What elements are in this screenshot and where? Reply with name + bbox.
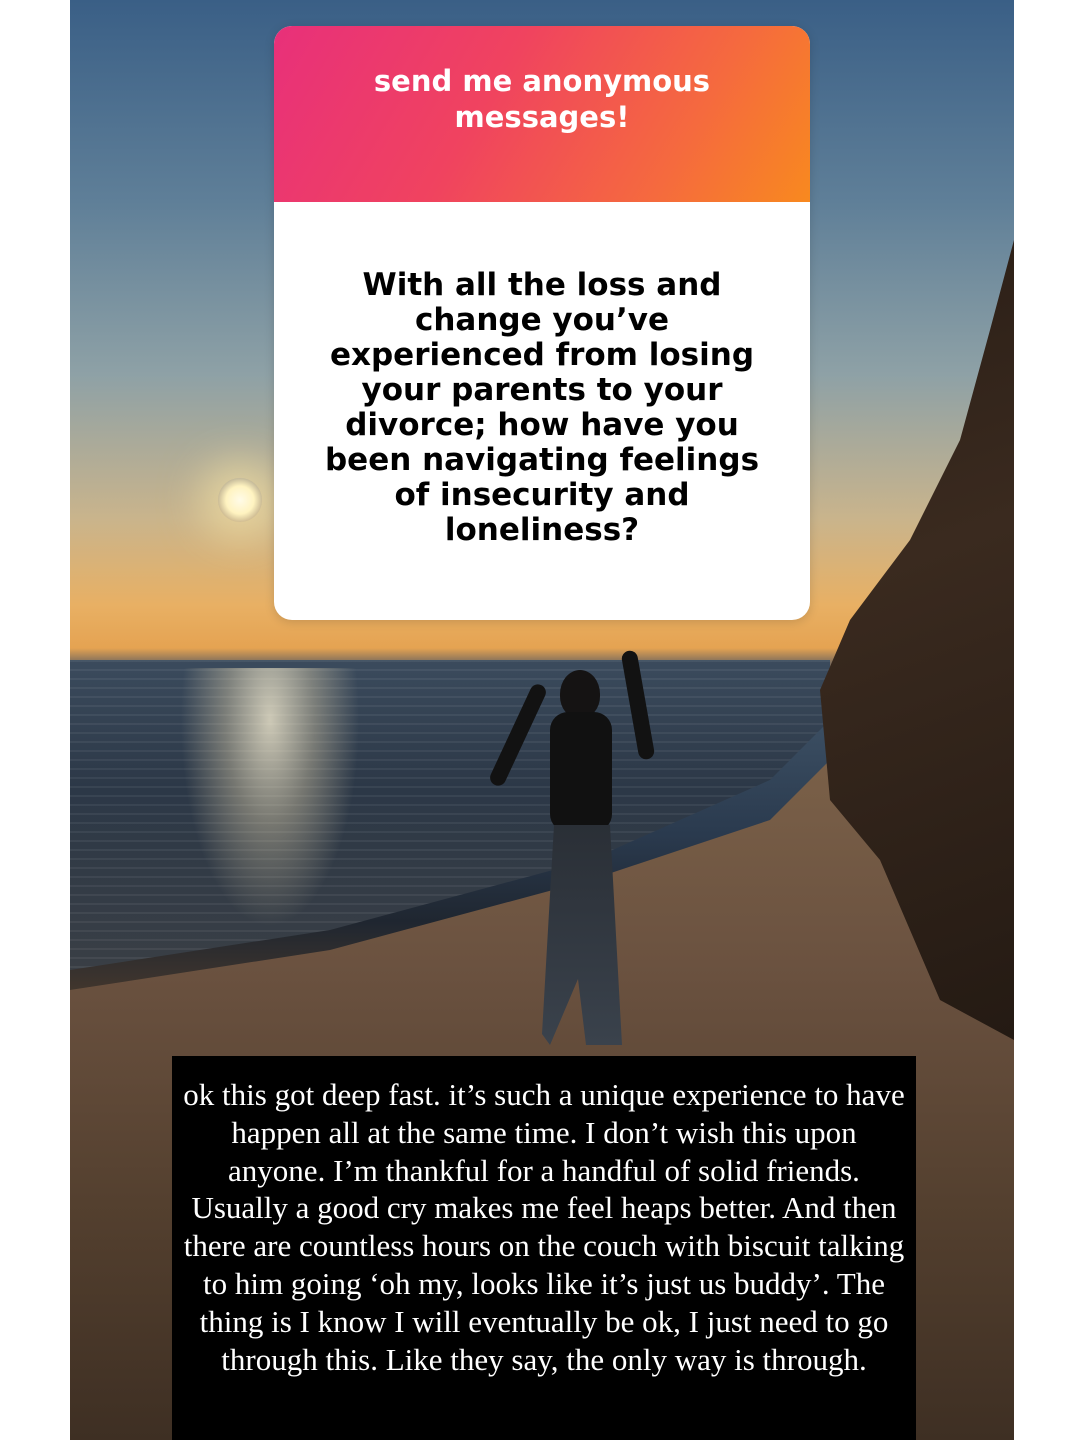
question-sticker-body — [274, 202, 810, 620]
question-sticker[interactable] — [274, 26, 810, 620]
question-sticker-prompt: send me anonymous messages! — [373, 64, 711, 134]
silhouette-head — [560, 670, 600, 718]
silhouette-arm-right — [621, 649, 656, 760]
silhouette-arm-left — [488, 682, 549, 788]
person-silhouette — [490, 640, 670, 1060]
silhouette-legs — [542, 825, 622, 1045]
silhouette-body — [550, 712, 612, 832]
question-text: With all the loss and change you’ve experienced from losing your parents to your divorce; how have you been navigating feelings of insecurity and loneliness? — [324, 267, 760, 548]
question-sticker-header — [274, 26, 810, 202]
sun-glare — [180, 668, 360, 928]
answer-text-box — [172, 1056, 916, 1440]
answer-text: ok this got deep fast. it’s such a unique experience to have happen all at the same time. I don’t wish this upon anyone. I’m thankful for a handful of solid friends. Usually a good cry makes me feel heaps better. And then there are countless hours on the couch with biscuit talking to him going ‘oh my, looks like it’s just us buddy’. The thing is I know I will eventually be ok, I just need to go through this. Like they say, the only way is through. — [183, 1077, 905, 1377]
sun — [218, 478, 262, 522]
